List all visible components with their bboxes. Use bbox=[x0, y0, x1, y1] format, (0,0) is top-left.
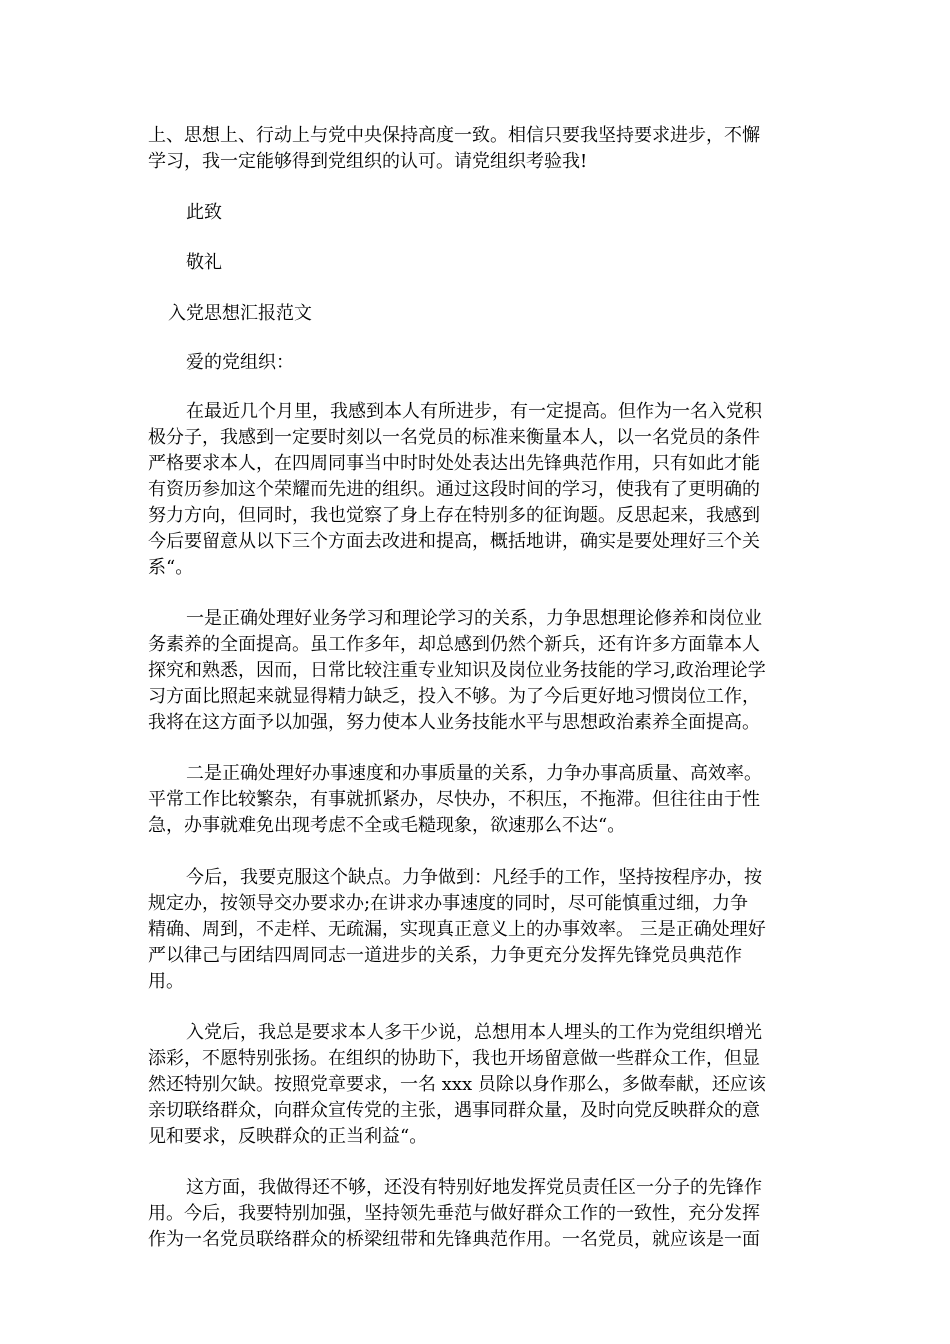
text-line: 规定办，按领导交办要求办;在讲求办事速度的同时，尽可能慎重过细，力争 bbox=[148, 893, 749, 914]
paragraph-3 bbox=[148, 761, 803, 839]
text-line: 极分子，我感到一定要时刻以一名党员的标准来衡量本人，以一名党员的条件 bbox=[148, 427, 760, 448]
text-line: 用。 bbox=[148, 971, 184, 992]
section-title: 入党思想汇报范文 bbox=[168, 303, 312, 324]
text-line: 一是正确处理好业务学习和理论学习的关系，力争思想理论修养和岗位业 bbox=[186, 608, 762, 629]
text-line: 今后要留意从以下三个方面去改进和提高，概括地讲，确实是要处理好三个关 bbox=[148, 531, 760, 552]
text-line: 有资历参加这个荣耀而先进的组织。通过这段时间的学习，使我有了更明确的 bbox=[148, 479, 760, 500]
text-line: 入党后，我总是要求本人多干少说，总想用本人埋头的工作为党组织增光 bbox=[186, 1022, 762, 1043]
text-line: 用。今后，我要特别加强，坚持领先垂范与做好群众工作的一致性，充分发挥 bbox=[148, 1203, 760, 1224]
text-line: 学习，我一定能够得到党组织的认可。请党组织考验我! bbox=[148, 151, 588, 172]
text-line: 亲切联络群众，向群众宣传党的主张，遇事同群众量，及时向党反映群众的意 bbox=[148, 1100, 760, 1121]
paragraph-6 bbox=[148, 1175, 803, 1253]
opening-paragraph bbox=[148, 123, 803, 175]
text-line: 在最近几个月里，我感到本人有所进步，有一定提高。但作为一名入党积 bbox=[186, 401, 762, 422]
text-line: 然还特别欠缺。按照党章要求，一名 xxx 员除以身作那么，多做奉献，还应该 bbox=[148, 1074, 766, 1095]
text-line: 这方面，我做得还不够，还没有特别好地发挥党员责任区一分子的先锋作 bbox=[186, 1177, 762, 1198]
paragraph-1 bbox=[148, 399, 803, 581]
paragraph-4 bbox=[148, 865, 803, 995]
closing-jing-li: 敬礼 bbox=[186, 252, 222, 273]
text-line: 严以律己与团结四周同志一道进步的关系，力争更充分发挥先锋党员典范作 bbox=[148, 945, 742, 966]
text-line: 急，办事就难免出现考虑不全或毛糙现象，欲速那么不达“。 bbox=[148, 815, 626, 836]
text-line: 精确、周到，不走样、无疏漏，实现真正意义上的办事效率。 三是正确处理好 bbox=[148, 919, 766, 940]
text-line: 作为一名党员联络群众的桥梁纽带和先锋典范作用。一名党员，就应该是一面 bbox=[148, 1229, 760, 1250]
text-line: 二是正确处理好办事速度和办事质量的关系，力争办事高质量、高效率。 bbox=[186, 763, 762, 784]
paragraph-5 bbox=[148, 1020, 803, 1150]
text-line: 我将在这方面予以加强，努力使本人业务技能水平与思想政治素养全面提高。 bbox=[148, 712, 760, 733]
text-line: 努力方向，但同时，我也觉察了身上存在特别多的征询题。反思起来，我感到 bbox=[148, 505, 760, 526]
text-line: 探究和熟悉，因而，日常比较注重专业知识及岗位业务技能的学习,政治理论学 bbox=[148, 660, 766, 681]
closing-ci-zhi: 此致 bbox=[186, 202, 222, 223]
text-line: 系“。 bbox=[148, 557, 194, 578]
text-line: 务素养的全面提高。虽工作多年，却总感到仍然个新兵，还有许多方面靠本人 bbox=[148, 634, 760, 655]
text-line: 严格要求本人，在四周同事当中时时处处表达出先锋典范作用，只有如此才能 bbox=[148, 453, 760, 474]
paragraph-2 bbox=[148, 606, 803, 736]
text-line: 上、思想上、行动上与党中央保持高度一致。相信只要我坚持要求进步，不懈 bbox=[148, 125, 760, 146]
text-line: 今后，我要克服这个缺点。力争做到：凡经手的工作，坚持按程序办，按 bbox=[186, 867, 762, 888]
text-line: 添彩，不愿特别张扬。在组织的协助下，我也开场留意做一些群众工作，但显 bbox=[148, 1048, 760, 1069]
text-line: 平常工作比较繁杂，有事就抓紧办，尽快办，不积压，不拖滞。但往往由于性 bbox=[148, 789, 760, 810]
text-line: 习方面比照起来就显得精力缺乏，投入不够。为了今后更好地习惯岗位工作， bbox=[148, 686, 760, 707]
text-line: 见和要求，反映群众的正当利益“。 bbox=[148, 1126, 428, 1147]
salutation: 爱的党组织： bbox=[186, 352, 294, 373]
